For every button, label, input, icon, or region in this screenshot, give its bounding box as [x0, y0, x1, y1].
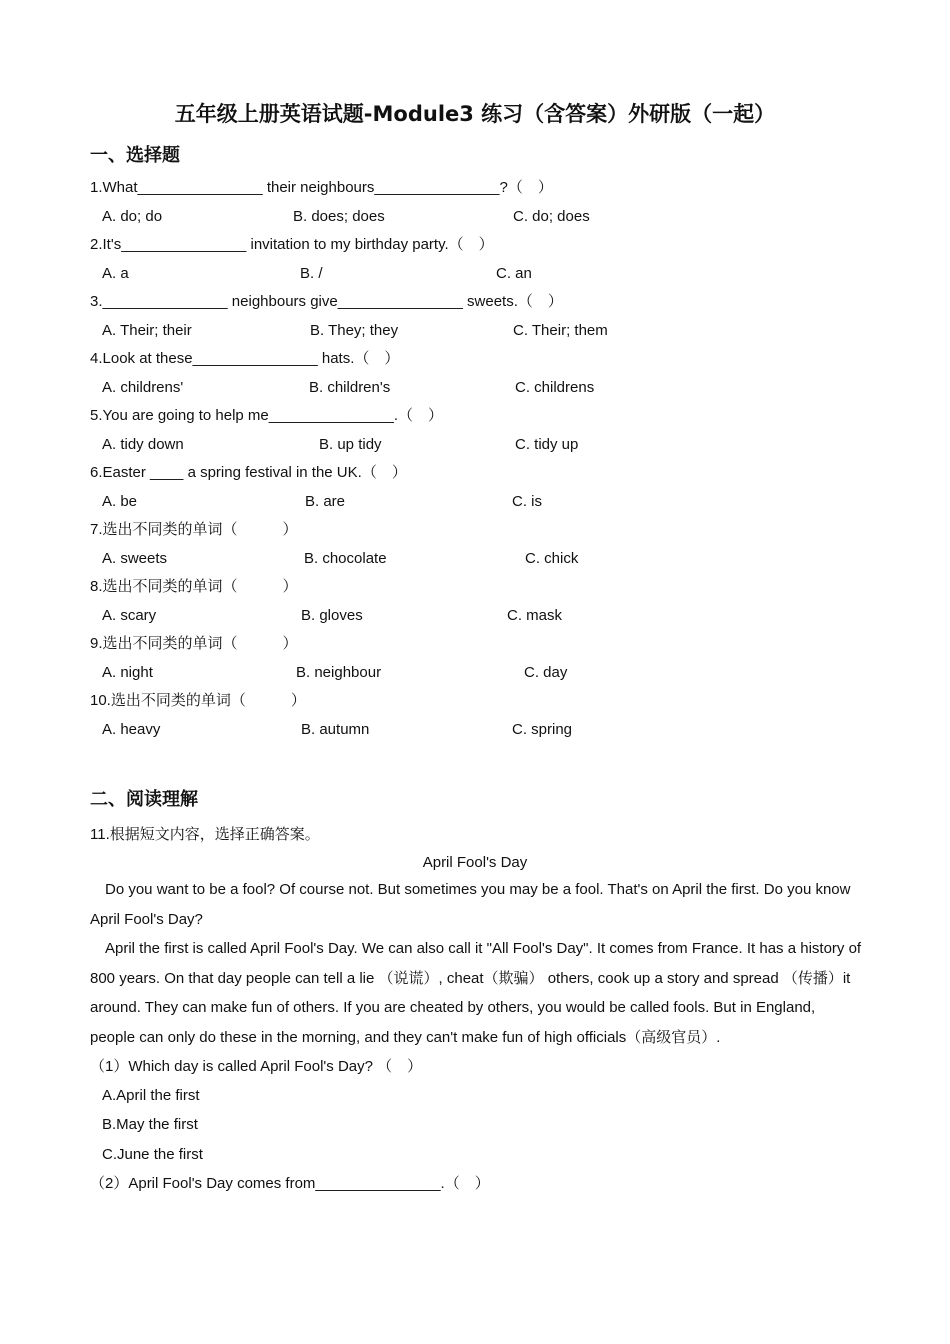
section-heading-choice: 一、选择题 [90, 145, 180, 166]
question-2: 2.It's_______________ invitation to my birthday party.（ ） [90, 236, 494, 253]
passage-paragraph-1: Do you want to be a fool? Of course not. But sometimes you may be a fool. That's on April the first. Do you know April Fool's Day? [90, 881, 851, 928]
reading-option-c: C.June the first [102, 1146, 203, 1163]
reading-option-a: A.April the first [102, 1087, 200, 1104]
option-c: C. is [512, 493, 542, 510]
option-a: A. heavy [102, 721, 161, 738]
page-title: 五年级上册英语试题-Module3 练习（含答案）外研版（一起） [174, 102, 776, 126]
option-c: C. mask [507, 607, 563, 624]
question-8: 8.选出不同类的单词（ ） [90, 578, 298, 595]
option-b: B. chocolate [304, 550, 387, 567]
question-7: 7.选出不同类的单词（ ） [90, 521, 298, 538]
passage-paragraph-2: April the first is called April Fool's Day. We can also call it "All Fool's Day". It comes from France. It has a history of 800 years. On that day people can tell a lie （说谎）, cheat（欺骗） others, cook up a story and spread （传播）it around. They can make fun of others. If you are cheated by others, you would be called fools. But in England, people can only do these in the morning, and they can't make fun of high officials（高级官员）. [90, 940, 862, 1046]
option-c: C. day [524, 664, 568, 681]
option-c: C. do; does [513, 208, 590, 225]
option-a: A. sweets [102, 550, 168, 567]
option-c: C. spring [512, 721, 573, 738]
question-4: 4.Look at these_______________ hats.（ ） [90, 350, 400, 367]
option-b: B. up tidy [319, 436, 382, 453]
question-1: 1.What_______________ their neighbours_______________?（ ） [90, 179, 553, 196]
reading-question-2: （2）April Fool's Day comes from_______________.（ ） [90, 1175, 490, 1192]
option-b: B. children's [309, 379, 391, 396]
reading-prompt: 11.根据短文内容，选择正确答案。 [90, 826, 320, 843]
option-a: A. do; do [102, 208, 163, 225]
question-6: 6.Easter ____ a spring festival in the UK.（ ） [90, 464, 407, 481]
option-a: A. scary [102, 607, 157, 624]
option-a: A. Their; their [102, 322, 192, 339]
option-c: C. tidy up [515, 436, 579, 453]
option-c: C. childrens [515, 379, 595, 396]
option-b: B. They; they [310, 322, 399, 339]
option-a: A. be [102, 493, 138, 510]
option-a: A. childrens' [102, 379, 184, 396]
option-b: B. / [300, 265, 323, 282]
reading-option-b: B.May the first [102, 1116, 198, 1133]
question-10: 10.选出不同类的单词（ ） [90, 692, 306, 709]
option-a: A. tidy down [102, 436, 184, 453]
section-heading-reading: 二、阅读理解 [90, 789, 198, 810]
reading-question-1: （1）Which day is called April Fool's Day? （ ） [90, 1058, 423, 1075]
option-a: A. night [102, 664, 153, 681]
option-b: B. neighbour [296, 664, 382, 681]
option-c: C. Their; them [513, 322, 608, 339]
option-c: C. an [496, 265, 532, 282]
question-9: 9.选出不同类的单词（ ） [90, 635, 298, 652]
option-b: B. does; does [293, 208, 385, 225]
option-b: B. autumn [301, 721, 370, 738]
option-c: C. chick [525, 550, 579, 567]
question-5: 5.You are going to help me_______________.（ ） [90, 407, 444, 424]
question-3: 3._______________ neighbours give_______________ sweets.（ ） [90, 293, 563, 310]
option-b: B. gloves [301, 607, 363, 624]
passage-title: April Fool's Day [422, 854, 528, 871]
option-a: A. a [102, 265, 129, 282]
option-b: B. are [305, 493, 346, 510]
